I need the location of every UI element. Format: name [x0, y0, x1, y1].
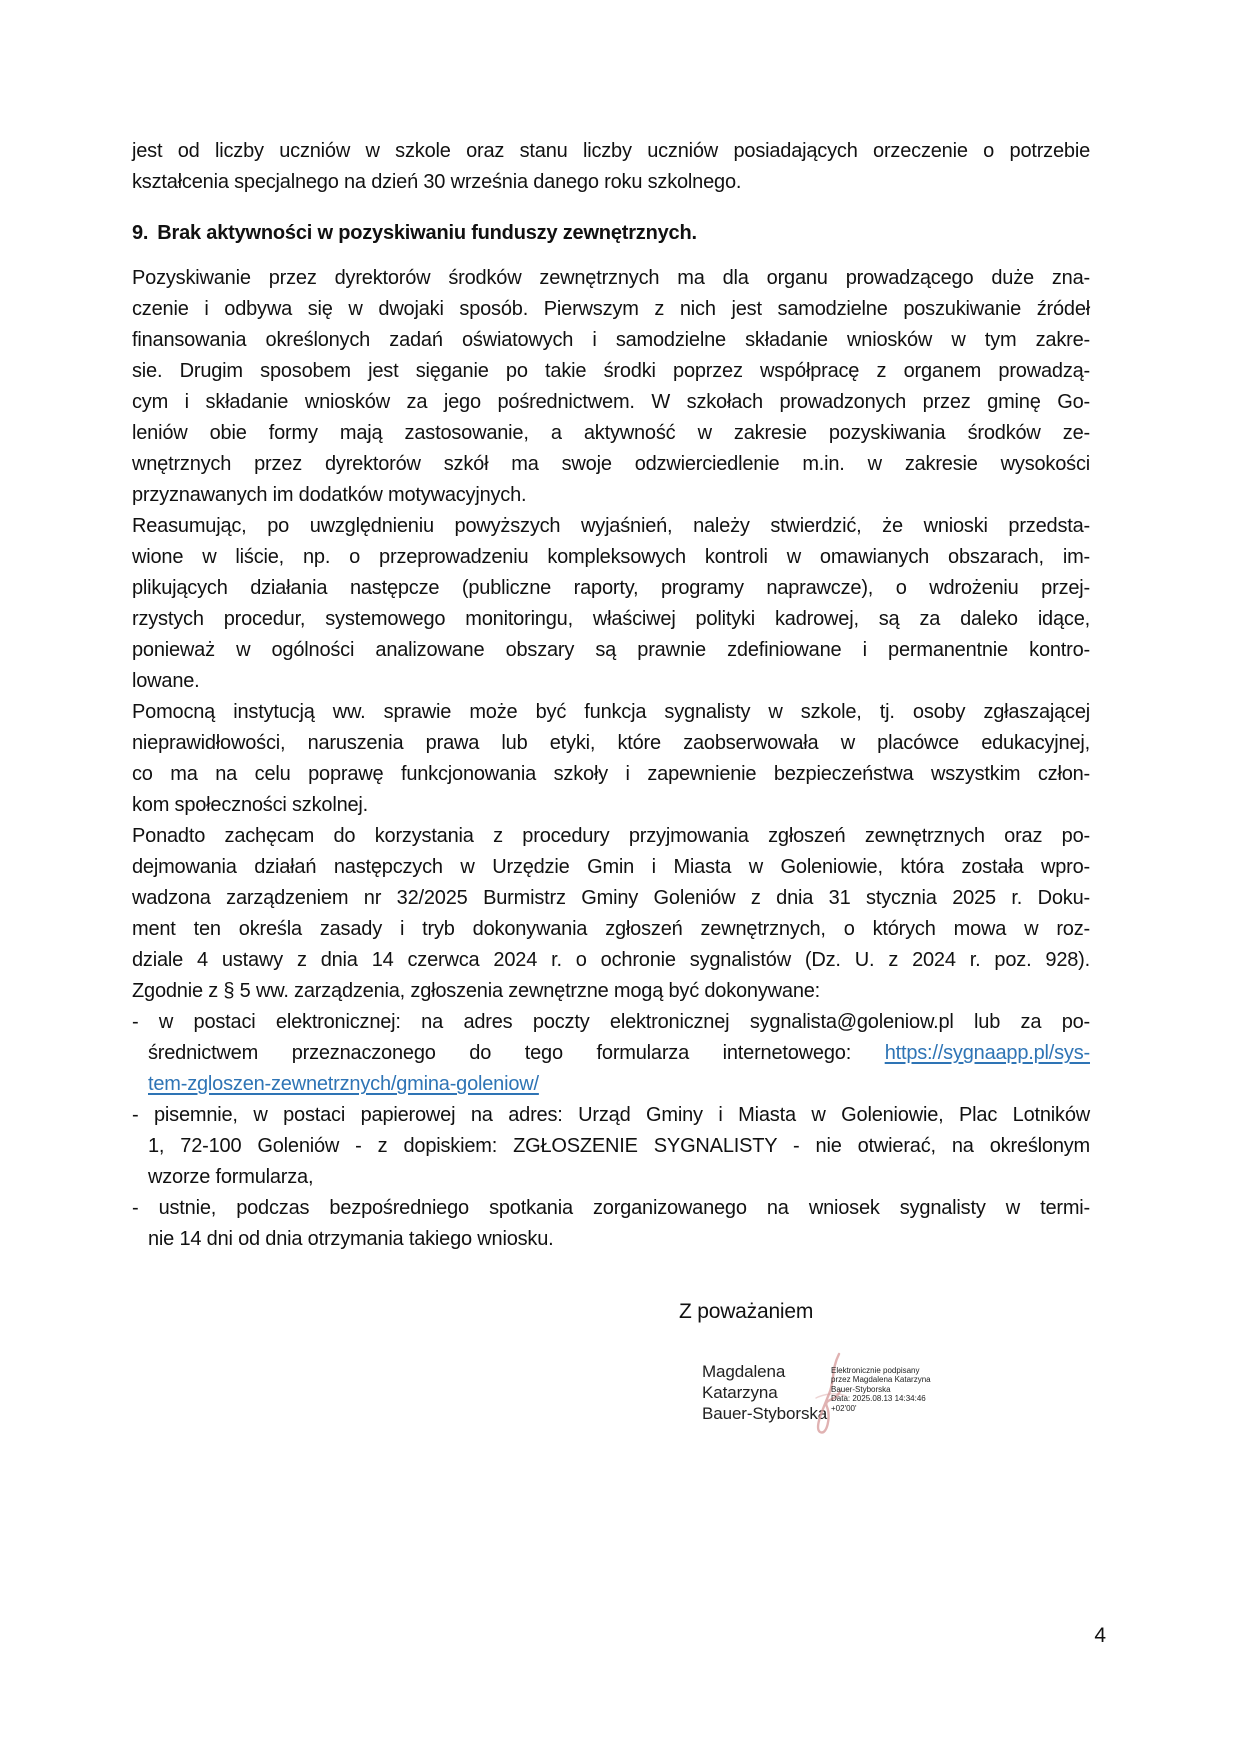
signatory-name: Magdalena Katarzyna Bauer-Styborska [702, 1362, 828, 1423]
text-column [132, 136, 1090, 1255]
bullet-line [132, 1038, 1090, 1069]
paragraph-whistleblower: Pomocną instytucją ww. sprawie może być funkcja sygnalisty w szkole, tj. osoby zgłaszającej nieprawidłowości, naruszenia prawa lub etyki, które zaobserwowała w placówce edukacyjnej, co ma na celu poprawę funkcjonowania szkoły i zapewnienie bezpieczeństwa wszystkim człon- kom społeczności szkolnej. [132, 701, 1090, 816]
hyperlink-sygnaapp-continuation[interactable]: tem-zgloszen-zewnetrznych/gmina-goleniow/ [148, 1073, 539, 1095]
section-number: 9. [132, 222, 149, 244]
signature-details: Elektronicznie podpisany przez Magdalena Katarzyna Bauer-Styborska Data: 2025.08.13 14:34:46 +02'00' [831, 1366, 931, 1413]
paragraph-procedure: Ponadto zachęcam do korzystania z procedury przyjmowania zgłoszeń zewnętrznych oraz po- dejmowania działań następczych w Urzędzie Gmin i Miasta w Goleniowie, która została wpro- wadzona zarządzeniem nr 32/2025 Burmistrz Gminy Goleniów z dnia 31 stycznia 2025 r. Doku- ment ten określa zasady i tryb dokonywania zgłoszeń zewnętrznych, o których mowa w roz- dziale 4 ustawy z dnia 14 czerwca 2024 r. o ochronie sygnalistów (Dz. U. z 2024 r. poz. 928). Zgodnie z § 5 ww. zarządzenia, zgłoszenia zewnętrzne mogą być dokonywane: [132, 825, 1090, 1002]
paragraph-summary: Reasumując, po uwzględnieniu powyższych wyjaśnień, należy stwierdzić, że wnioski przedsta- wione w liście, np. o przeprowadzeniu kompleksowych kontroli w omawianych obszarach, im- plikujących działania następcze (publiczne raporty, programy naprawcze), o wdrożeniu przej- rzystych procedur, systemowego monitoringu, właściwej polityki kadrowej, są za daleko idące, ponieważ w ogólności analizowane obszary są prawnie zdefiniowane i permanentnie kontro- lowane. [132, 515, 1090, 692]
section-heading [132, 218, 1090, 249]
bullet-item-written: - pisemnie, w postaci papierowej na adres: Urząd Gminy i Miasta w Goleniowie, Plac Lotników 1, 72-100 Goleniów - z dopiskiem: ZGŁOSZENIE SYGNALISTY - nie otwierać, na określonym wzorze formularza, [132, 1104, 1090, 1188]
page-number: 4 [1094, 1624, 1106, 1647]
intro-paragraph: jest od liczby uczniów w szkole oraz stanu liczby uczniów posiadających orzeczenie o potrzebie kształcenia specjalnego na dzień 30 września danego roku szkolnego. [132, 140, 1090, 193]
closing-salutation: Z poważaniem [679, 1300, 814, 1323]
bullet-list [132, 1007, 1090, 1255]
section-title: Brak aktywności w pozyskiwaniu funduszy zewnętrznych. [157, 222, 697, 244]
bullet-item-oral: - ustnie, podczas bezpośredniego spotkania zorganizowanego na wniosek sygnalisty w termi- nie 14 dni od dnia otrzymania takiego wniosku. [132, 1197, 1090, 1250]
bullet-line-text: średnictwem przeznaczonego do tego formularza internetowego: [148, 1042, 885, 1064]
paragraph-funding: Pozyskiwanie przez dyrektorów środków zewnętrznych ma dla organu prowadzącego duże zna- czenie i odbywa się w dwojaki sposób. Pierwszym z nich jest samodzielne poszukiwanie źródeł finansowania określonych zadań oświatowych i samodzielne składanie wniosków w tym zakre- sie. Drugim sposobem jest sięganie po takie środki poprzez współpracę z organem prowadzą- cym i składanie wniosków za jego pośrednictwem. W szkołach prowadzonych przez gminę Go- leniów obie formy mają zastosowanie, a aktywność w zakresie pozyskiwania środków ze- wnętrznych przez dyrektorów szkół ma swoje odzwierciedlenie m.in. w zakresie wysokości przyznawanych im dodatków motywacyjnych. [132, 267, 1090, 506]
bullet-item-electronic [132, 1007, 1090, 1100]
bullet-line: - w postaci elektronicznej: na adres poczty elektronicznej sygnalista@goleniow.pl lub za po- [132, 1011, 1090, 1033]
bullet-line [132, 1069, 1090, 1100]
hyperlink-sygnaapp[interactable]: https://sygnaapp.pl/sys- [884, 1042, 1090, 1064]
